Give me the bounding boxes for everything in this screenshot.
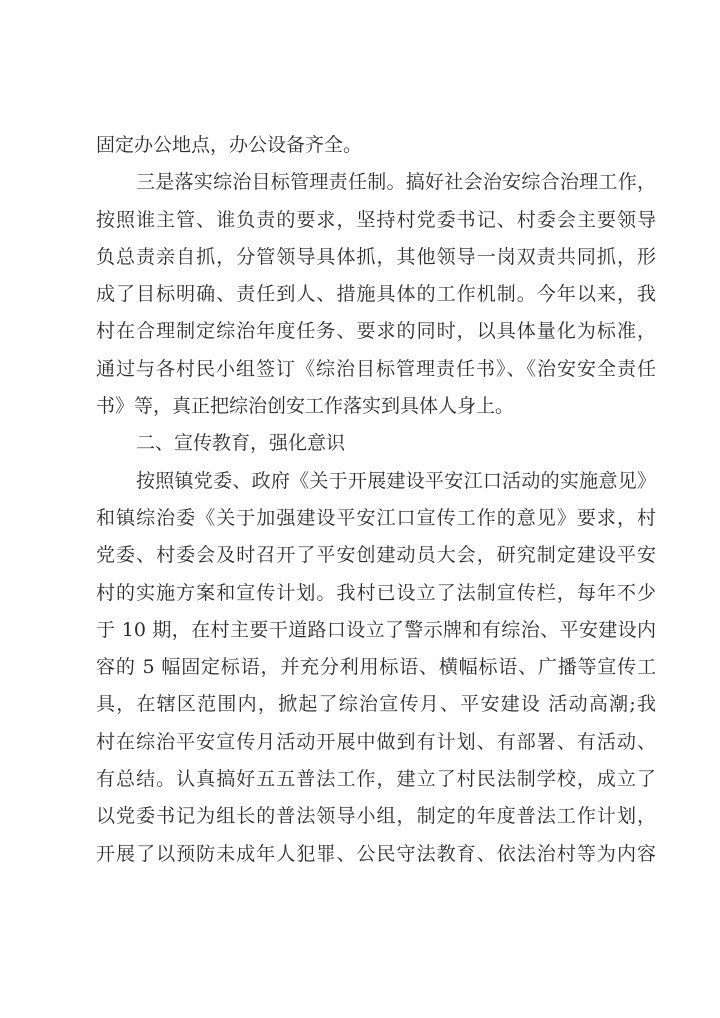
text-line: 固定办公地点，办公设备齐全。: [96, 134, 363, 156]
section-heading: 二、宣传教育，强化意识: [136, 432, 346, 455]
text-line: 三是落实综治目标管理责任制。搞好社会治安综合治理工作，: [136, 171, 656, 194]
text-line: 村在综治平安宣传月活动开展中做到有计划、有部署、有活动、: [96, 730, 656, 753]
document-body: [96, 127, 656, 873]
text-line: 村在合理制定综治年度任务、要求的同时，以具体量化为标准，: [96, 320, 656, 343]
text-line: 通过与各村民小组签订《综治目标管理责任书》、《治安安全责任: [96, 357, 656, 380]
text-line: 具，在辖区范围内，掀起了综治宣传月、平安建设 活动高潮;我: [96, 693, 656, 716]
text-line: 有总结。认真搞好五五普法工作，建立了村民法制学校，成立了: [96, 768, 656, 791]
text-line: 以党委书记为组长的普法领导小组，制定的年度普法工作计划，: [96, 805, 656, 828]
text-line: 成了目标明确、责任到人、措施具体的工作机制。今年以来，我: [96, 283, 656, 306]
text-line: 党委、村委会及时召开了平安创建动员大会，研究制定建设平安: [96, 544, 656, 567]
text-line: 书》等，真正把综治创安工作落实到具体人身上。: [96, 395, 515, 418]
text-line: 按照谁主管、谁负责的要求，坚持村党委书记、村委会主要领导: [96, 208, 656, 231]
text-line: 村的实施方案和宣传计划。我村已设立了法制宣传栏，每年不少: [96, 581, 656, 604]
text-line: 按照镇党委、政府《关于开展建设平安江口活动的实施意见》: [136, 469, 656, 492]
text-line: 容的 5 幅固定标语，并充分利用标语、横幅标语、广播等宣传工: [96, 656, 656, 679]
text-line: 开展了以预防未成年人犯罪、公民守法教育、依法治村等为内容: [96, 842, 656, 865]
text-line: 于 10 期，在村主要干道路口设立了警示牌和有综治、平安建设内: [96, 618, 656, 641]
text-line: 和镇综治委《关于加强建设平安江口宣传工作的意见》要求，村: [96, 506, 656, 529]
text-line: 负总责亲自抓，分管领导具体抓，其他领导一岗双责共同抓，形: [96, 245, 656, 268]
